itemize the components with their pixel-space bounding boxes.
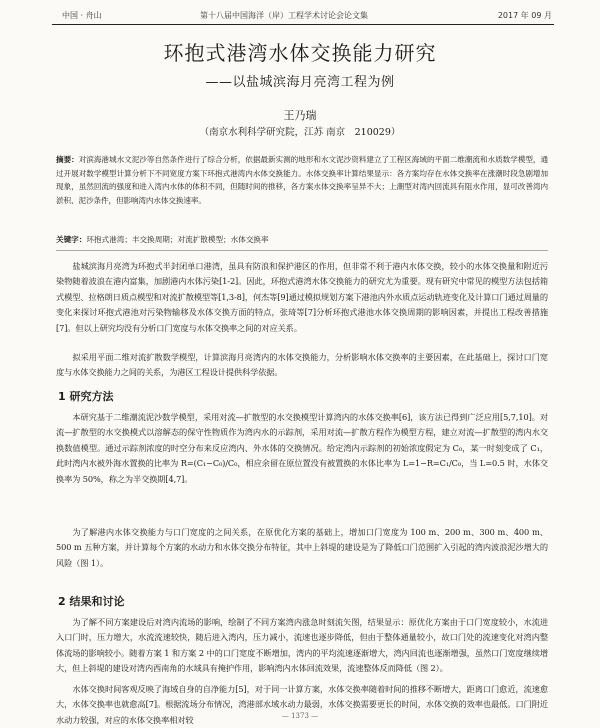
author-affiliation: （南京水利科学研究院，江苏 南京 210029） [199,127,401,138]
header-proceedings: 第十八届中国海洋（岸）工程学术讨论会论文集 [200,11,368,20]
keywords-text: 环抱式港湾；丰交换周期；对流扩散模型；水体交换率 [86,235,269,244]
header-rule [52,24,554,25]
abstract [56,153,548,207]
keywords-label: 关键字： [56,235,87,244]
header-date: 2017 年 09 月 [497,11,552,20]
header-location: 中国 · 舟山 [62,11,102,20]
methods-paragraph-2: 为了解港内水体交换能力与口门宽度的之间关系，在原优化方案的基础上，增加口门宽度为 100 m、200 m、300 m、400 m、500 m 五种方案，并计算每个方案的水动力和水体交换分布特征，其中上斜堤的建设是为了降低口门范围扩入引起的湾内波浪泥沙增大的风险（图 1）。 [56,527,548,568]
abstract-label: 摘要： [56,155,79,164]
paper-subtitle: ——以盐城滨海月亮湾工程为例 [205,75,395,90]
author-name: 王乃瑞 [283,109,317,122]
paper-title: 环抱式港湾水体交换能力研究 [163,41,437,65]
keywords [56,233,548,246]
methods-paragraph-1: 本研究基于二维潮流泥沙数学模型，采用对流—扩散型的水交换模型计算湾内的水体交换率[6]，该方法已得到广泛应用[5,7,10]。对流—扩散型的水交换模式以溶解态的保守性物质作为湾内水的示踪剂，采用对流—扩散方程作为模型方程，建立对流—扩散型的湾内水交换数值模型。通过示踪剂浓度的时空分布来反应湾内、外水体的交换情况。给定湾内示踪剂的初始浓度假定为 C₀，某一时刻变成了 C₁，此时湾内水被外海水置换的比率为 R=(C₁−C₀)/C₀，相应余留在原位置没有被置换的水体比率为 L=1−R=C₁/C₀，当 L=0.5 时，水体交换率为 50%，称之为半交换期[4,7]。 [56,412,548,484]
section-heading-methods: 1 研究方法 [58,390,114,403]
intro-paragraph-1: 盐城滨海月亮湾为环抱式半封闭单口港湾，虽具有防浪和保护港区的作用，但非常不利于港内水体交换，较小的水体交换量和附近污染物随着波浪在港内富集，加剧港内水体污染[1-2]。因此，环抱式港湾水体交换能力的研究尤为重要。现有研究中常见的模型方法包括箱式模型、拉格朗日质点模型和对流扩散模型等[1,3-8]，何杰等[9]通过模拟规划方案下港池内外水质点运动轨迹变化及计算口门通过周量的变化来探讨环抱式港池对污染物输移及水体交换方面的特点，张琦等[7]分析环抱式港池水体交换周期的影响因素，并提出工程改善措施[7]。但以上研究均没有分析口门宽度与水体交换率之间的对应关系。 [56,261,548,333]
intro-paragraph-2: 拟采用平面二维对流扩散数学模型，计算滨海月亮湾内的水体交换能力，分析影响水体交换率的主要因素，在此基础上，探讨口门宽度与水体交换能力之间的关系，为港区工程设计提供科学依据。 [56,352,548,378]
page-number: — 1373 — [281,712,319,720]
section-heading-results: 2 结果和讨论 [58,595,125,608]
results-paragraph-2: 水体交换时间客观反映了海域自身的自净能力[5]，对于同一计算方案，水体交换率随着时间的推移不断增大，距离口门愈近，流速愈大，水体交换率也就愈高[7]。根据流场分布情况，湾港部水域水动力最弱，水体交换需要更长的时间，水体交换的效率也最低。口门附近水动力较强，对应的水体交换率相对较 [56,684,548,725]
running-header [52,10,552,24]
abstract-text: 对滨海港城水文泥沙等自然条件进行了综合分析，依据最新实测的地形和水文泥沙资料建立了工程区海域的平面二维潮流和水质数学模型，通过开展对数学模型计算分析下不同宽度方案下环抱式港湾内水体交换能力。水体交换率计算结果显示：各方案均存在水体交换率在涨潮时段急剧增加现象，虽然回流的强度和进入湾内水体的体积不同，但随时间的推移，各方案水体交换率呈异不大；上潮型对湾内回流具有阻水作用，显可改善湾内淤积、泥沙条件，但影响湾内水体交换速率。 [56,155,549,205]
keywords-divider [56,250,548,251]
results-paragraph-1: 为了解不同方案建设后对湾内流场的影响，绘制了不同方案湾内涨急时刻流矢图，结果显示：原优化方案由于口门宽度较小，水流进入口门时，压力增大，水流流速较快，随后进入湾内，压力减小，流速也逐步降低，但由于整体通量较小，故口门处的流速变化对湾内整体流场的影响较小。随着方案 1 和方案 2 中的口门宽度不断增加，湾内的平均流速逐渐增大，湾内回流也逐渐增强，虽然口门宽度继续增大，但上斜堤的建设对湾内西南角的水域具有掩护作用，影响湾内水体回流效果，流速整体反而降低（图 2）。 [56,617,548,674]
